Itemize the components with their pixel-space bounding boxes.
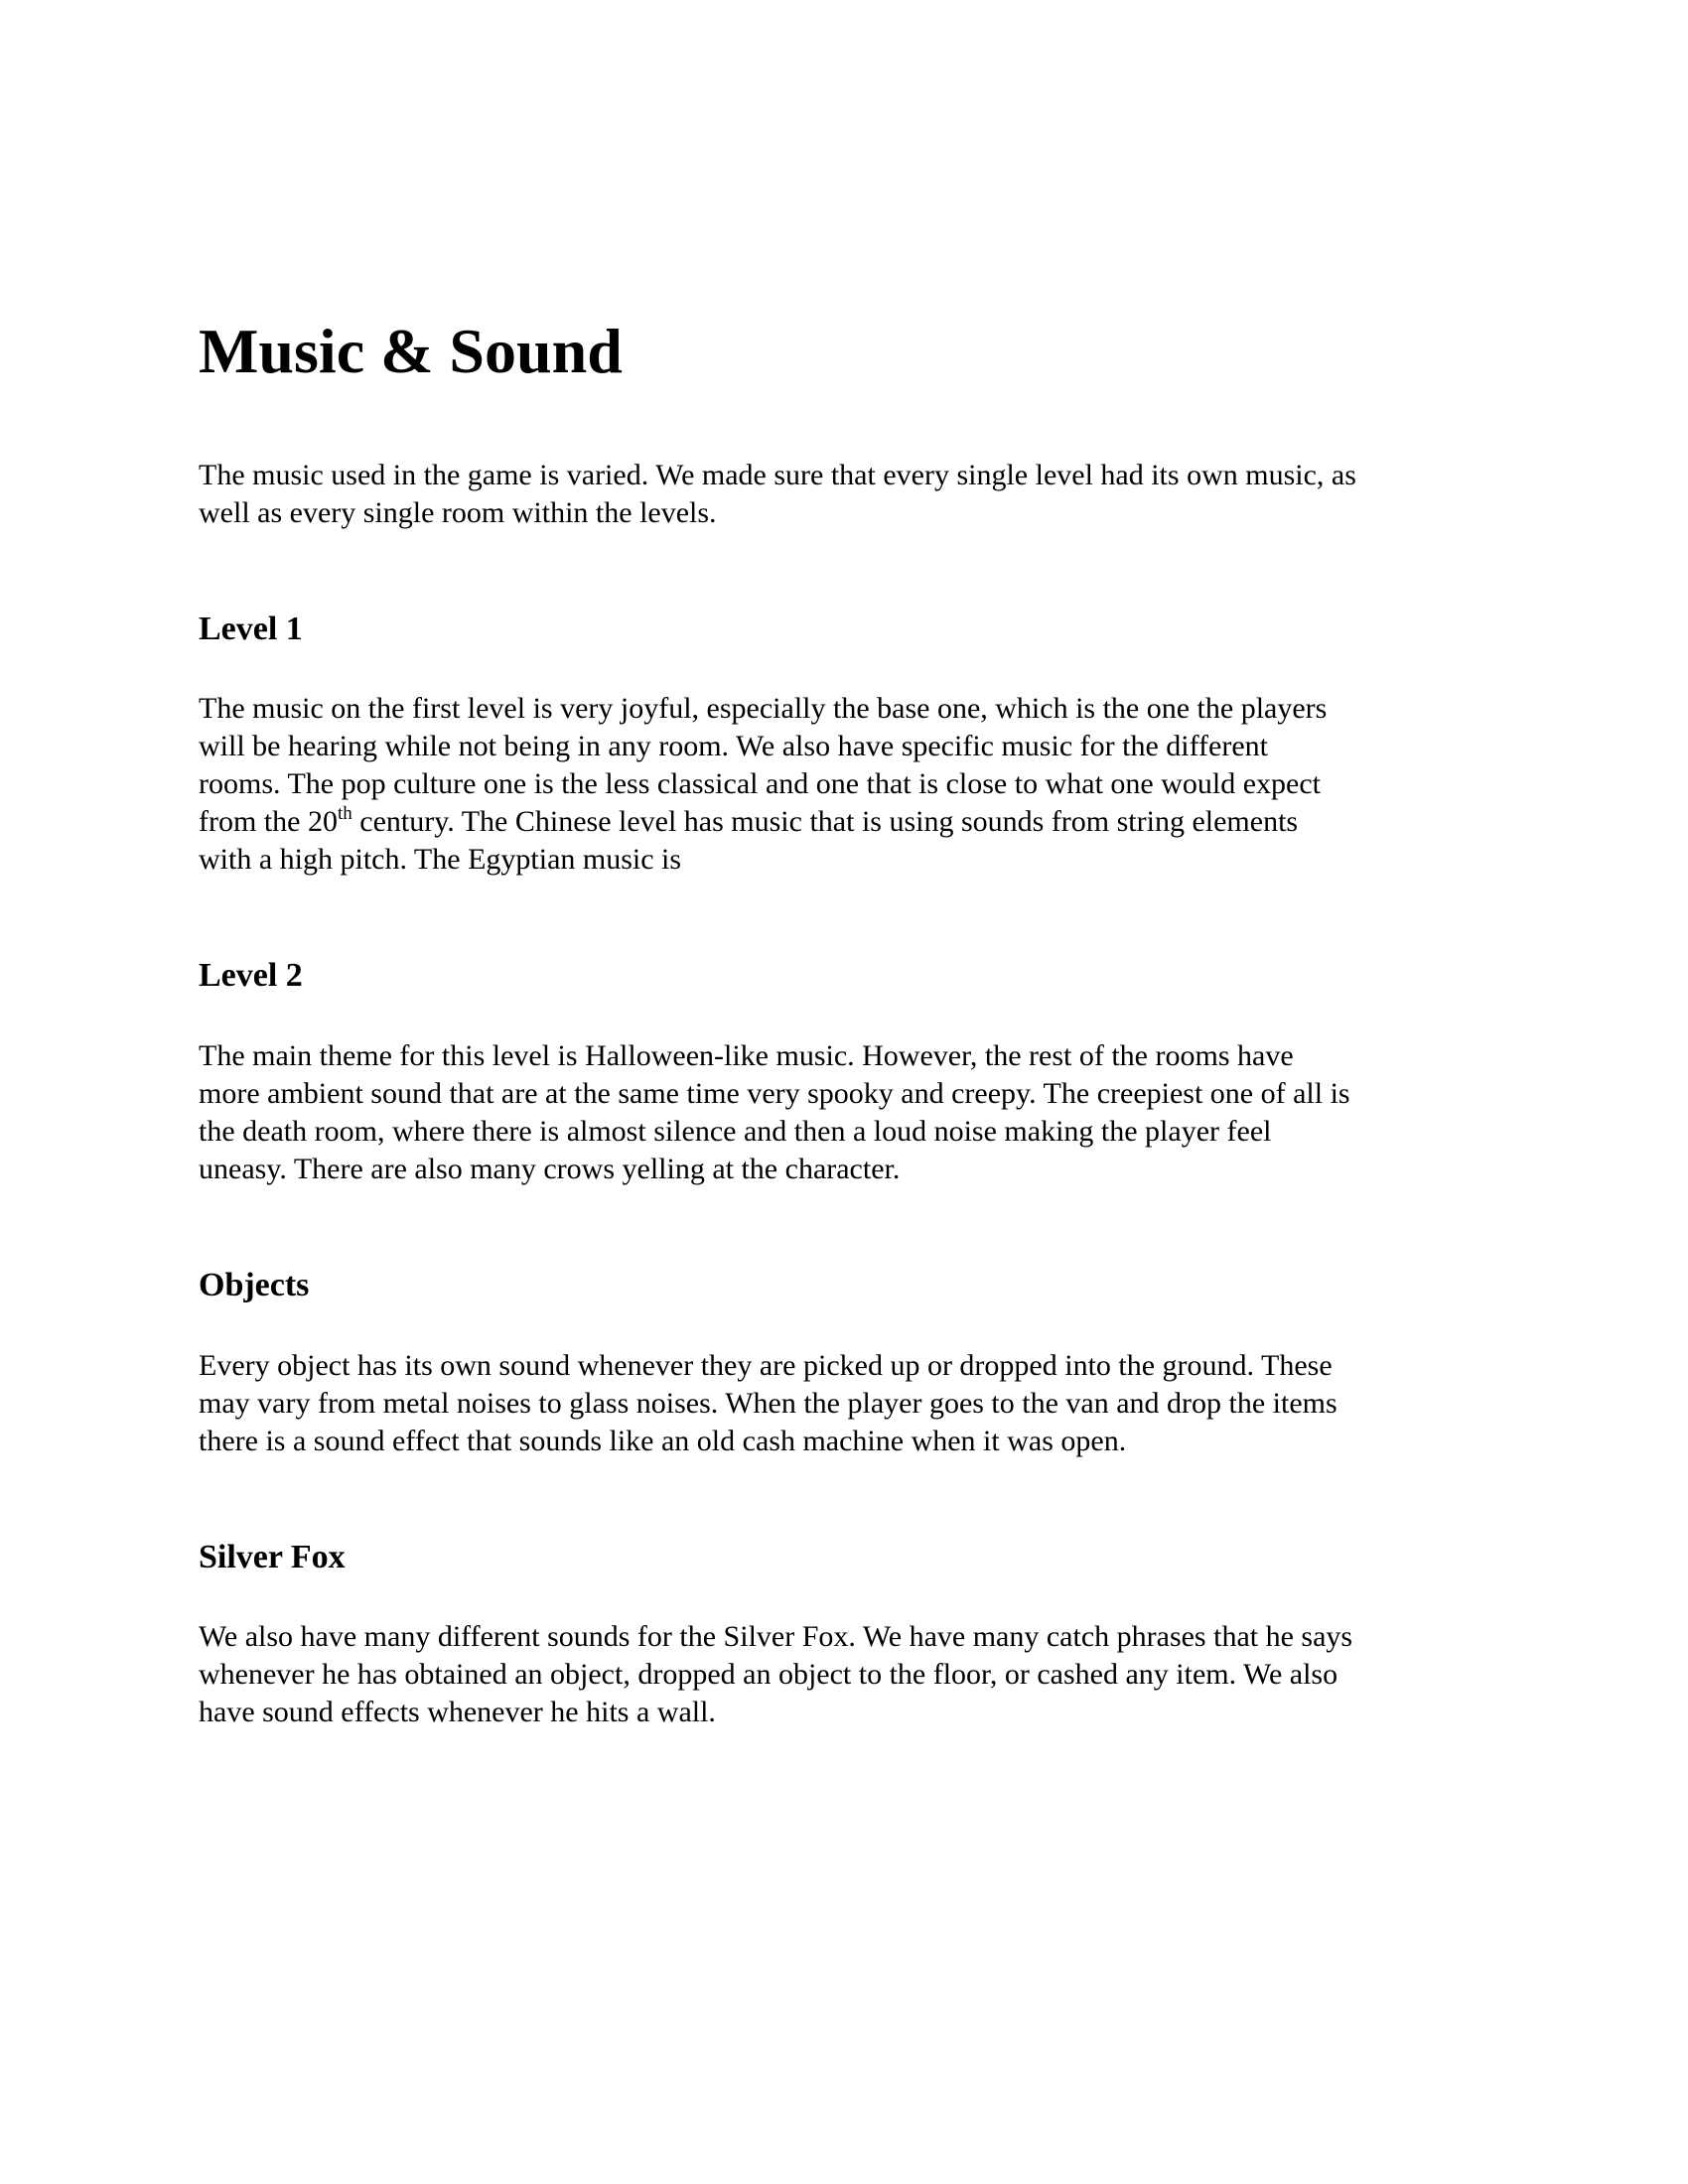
level-2-line-4: uneasy. There are also many crows yelling at the character. <box>199 1153 901 1185</box>
level-2-line-2: more ambient sound that are at the same time very spooky and creepy. The creepiest one of all is <box>199 1077 1350 1110</box>
objects-line-3: there is a sound effect that sounds like an old cash machine when it was open. <box>199 1425 1127 1457</box>
silver-fox-paragraph <box>199 1618 1499 1731</box>
level-2-paragraph <box>199 1037 1499 1188</box>
intro-line-2: well as every single room within the levels. <box>199 496 717 529</box>
intro-line-1: The music used in the game is varied. We made sure that every single level had its own music, as <box>199 459 1356 491</box>
intro-paragraph <box>199 457 1499 532</box>
objects-paragraph <box>199 1347 1499 1460</box>
objects-heading: Objects <box>199 1267 310 1303</box>
silver-fox-heading: Silver Fox <box>199 1539 346 1575</box>
level-1-line-3: rooms. The pop culture one is the less classical and one that is close to what one would expect <box>199 767 1321 800</box>
level-2-line-1: The main theme for this level is Halloween-like music. However, the rest of the rooms have <box>199 1039 1294 1072</box>
level-1-line-4 <box>199 803 1499 841</box>
silver-fox-line-3: have sound effects whenever he hits a wall. <box>199 1696 716 1728</box>
level-2-line-3: the death room, where there is almost silence and then a loud noise making the player feel <box>199 1115 1272 1148</box>
level-1-line-1: The music on the first level is very joyful, especially the base one, which is the one the players <box>199 692 1328 725</box>
silver-fox-line-2: whenever he has obtained an object, dropped an object to the floor, or cashed any item. We also <box>199 1658 1338 1691</box>
level-1-line-5: with a high pitch. The Egyptian music is <box>199 843 682 876</box>
ordinal-superscript: th <box>337 803 352 824</box>
level-1-paragraph <box>199 690 1499 879</box>
level-2-heading: Level 2 <box>199 957 303 994</box>
level-1-line-4-start: from the 20 <box>199 805 338 838</box>
level-1-line-2: will be hearing while not being in any room. We also have specific music for the different <box>199 730 1268 762</box>
silver-fox-line-1: We also have many different sounds for the Silver Fox. We have many catch phrases that he says <box>199 1620 1353 1653</box>
objects-line-1: Every object has its own sound whenever they are picked up or dropped into the ground. These <box>199 1349 1333 1382</box>
objects-line-2: may vary from metal noises to glass noises. When the player goes to the van and drop the items <box>199 1387 1337 1420</box>
level-1-heading: Level 1 <box>199 611 303 647</box>
level-1-line-4-end: century. The Chinese level has music that is using sounds from string elements <box>352 805 1299 838</box>
page-title: Music & Sound <box>199 316 623 386</box>
